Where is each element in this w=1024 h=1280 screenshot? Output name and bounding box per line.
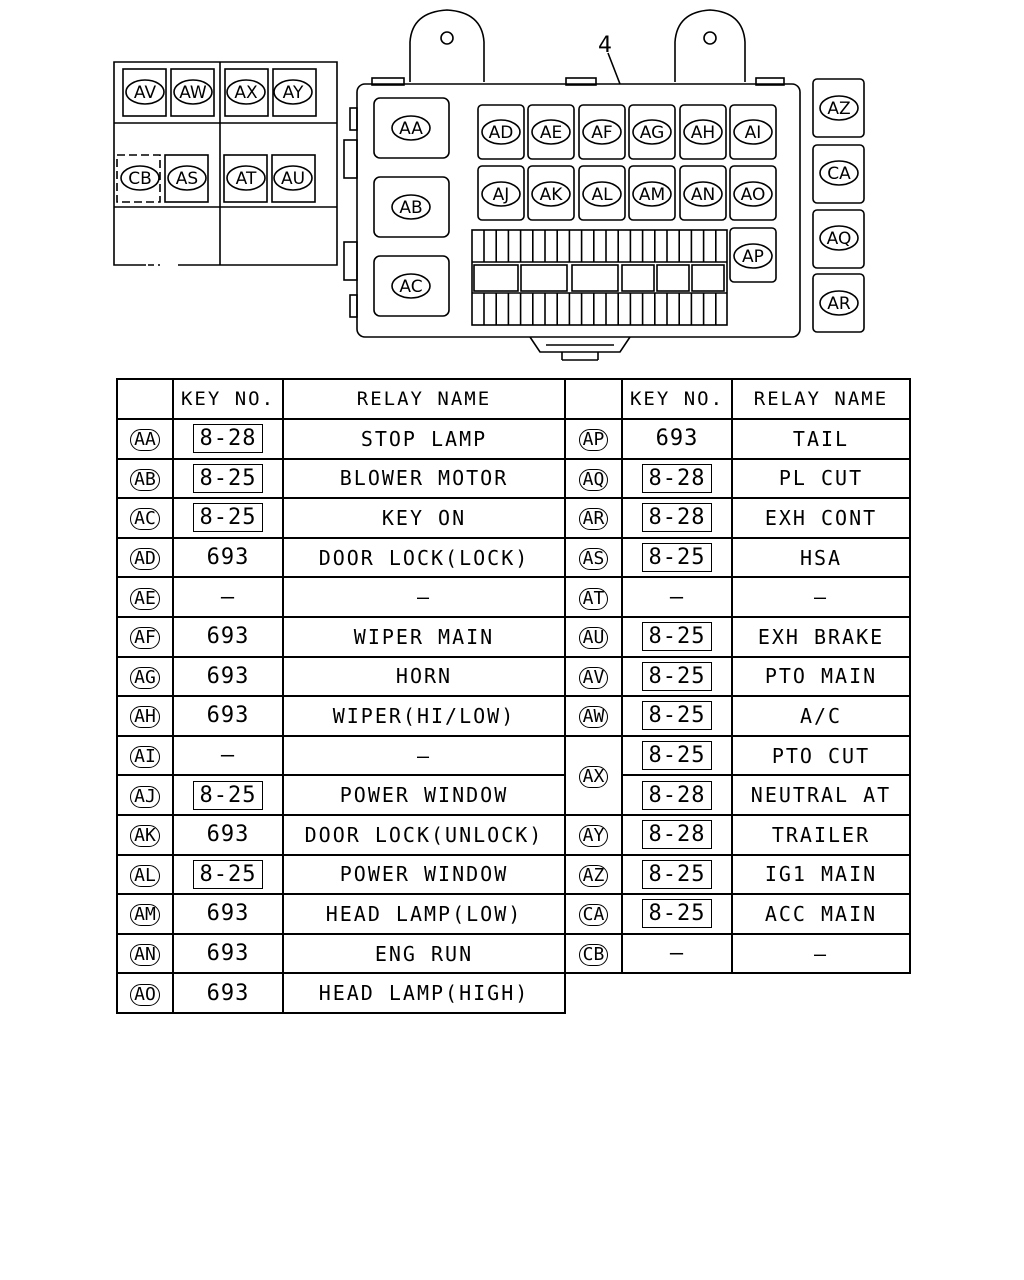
- svg-text:AT: AT: [235, 169, 257, 189]
- key-no-value: 8-25: [642, 741, 713, 770]
- key-no-value: 8-25: [193, 781, 264, 810]
- relay-label-al: [583, 182, 621, 206]
- table-row: [117, 894, 910, 934]
- relay-name-cell: HEAD LAMP(LOW): [283, 894, 565, 934]
- relay-name-cell: —: [732, 577, 910, 617]
- key-no-cell: [173, 419, 283, 459]
- relay-code-badge: AD: [130, 548, 160, 570]
- relay-code-badge: AP: [579, 429, 609, 451]
- key-no-value: 8-28: [642, 503, 713, 532]
- relay-name-cell: DOOR LOCK(UNLOCK): [283, 815, 565, 855]
- relay-label-av: [126, 80, 164, 104]
- table-header-row: [117, 379, 910, 419]
- relay-code-badge: AB: [130, 469, 160, 491]
- svg-text:AQ: AQ: [826, 229, 852, 249]
- relay-label-af: [583, 120, 621, 144]
- relay-code-badge: AO: [130, 984, 160, 1006]
- svg-text:AZ: AZ: [827, 99, 851, 119]
- relay-code-badge: AF: [130, 627, 160, 649]
- svg-text:AR: AR: [827, 294, 851, 314]
- svg-text:AF: AF: [591, 123, 613, 143]
- code-cell: [565, 577, 622, 617]
- key-no-cell: [173, 696, 283, 736]
- key-no-cell: [622, 577, 732, 617]
- key-no-value: 693: [206, 624, 250, 650]
- relay-label-aj: [482, 182, 520, 206]
- key-no-value: —: [220, 743, 236, 769]
- svg-text:AG: AG: [639, 123, 665, 143]
- relay-label-aa: [392, 116, 430, 140]
- relay-code-badge: AY: [579, 825, 609, 847]
- code-cell: [117, 815, 173, 855]
- code-cell: [565, 538, 622, 578]
- relay-name-cell: HSA: [732, 538, 910, 578]
- key-no-value: 693: [206, 545, 250, 571]
- main-relay-box: [344, 10, 800, 360]
- relay-label-az: [820, 96, 858, 120]
- relay-name-cell: —: [283, 577, 565, 617]
- relay-code-badge: AR: [579, 508, 609, 530]
- key-no-value: 8-25: [642, 662, 713, 691]
- relay-name-cell: POWER WINDOW: [283, 855, 565, 895]
- header-relay-name: RELAY NAME: [283, 379, 565, 419]
- relay-label-ac: [392, 274, 430, 298]
- relay-code-badge: AH: [130, 706, 160, 728]
- relay-label-ab: [392, 195, 430, 219]
- key-no-value: 8-25: [642, 701, 713, 730]
- relay-name-cell: —: [283, 736, 565, 776]
- code-cell: [565, 855, 622, 895]
- table-row: [117, 459, 910, 499]
- relay-name-cell: TAIL: [732, 419, 910, 459]
- relay-label-ap: [734, 244, 772, 268]
- relay-label-an: [684, 182, 722, 206]
- relay-label-ad: [482, 120, 520, 144]
- svg-text:AA: AA: [399, 119, 423, 139]
- relay-name-cell: STOP LAMP: [283, 419, 565, 459]
- key-no-cell: [622, 934, 732, 974]
- key-no-cell: [173, 617, 283, 657]
- key-no-cell: [622, 657, 732, 697]
- empty-cell: [565, 973, 910, 1013]
- relay-label-ao: [734, 182, 772, 206]
- svg-text:AP: AP: [742, 247, 764, 267]
- key-no-value: 8-28: [642, 781, 713, 810]
- key-no-value: 8-25: [642, 899, 713, 928]
- key-no-value: 8-25: [193, 503, 264, 532]
- relay-name-cell: PTO MAIN: [732, 657, 910, 697]
- relay-code-badge: CA: [579, 904, 609, 926]
- key-no-cell: [622, 419, 732, 459]
- key-no-cell: [622, 736, 732, 776]
- key-no-value: 8-28: [642, 464, 713, 493]
- key-no-cell: [622, 696, 732, 736]
- relay-code-badge: AN: [130, 944, 160, 966]
- code-cell: [117, 736, 173, 776]
- key-no-value: —: [669, 584, 685, 610]
- table-row: [117, 419, 910, 459]
- relay-name-cell: EXH CONT: [732, 498, 910, 538]
- key-no-value: 693: [206, 663, 250, 689]
- key-no-cell: [173, 855, 283, 895]
- code-cell: [565, 617, 622, 657]
- relay-code-badge: AK: [130, 825, 160, 847]
- key-no-cell: [622, 617, 732, 657]
- code-cell: [117, 538, 173, 578]
- relay-name-cell: KEY ON: [283, 498, 565, 538]
- relay-label-ay: [274, 80, 312, 104]
- svg-text:AW: AW: [179, 83, 207, 103]
- code-cell: [565, 419, 622, 459]
- relay-name-cell: BLOWER MOTOR: [283, 459, 565, 499]
- code-cell: [117, 973, 173, 1013]
- key-no-cell: [173, 736, 283, 776]
- relay-code-badge: AX: [579, 766, 609, 788]
- svg-text:AB: AB: [399, 198, 423, 218]
- svg-text:AU: AU: [280, 169, 306, 189]
- relay-name-cell: A/C: [732, 696, 910, 736]
- table-row: [117, 498, 910, 538]
- key-no-cell: [622, 815, 732, 855]
- svg-text:AH: AH: [690, 123, 716, 143]
- table-row: [117, 657, 910, 697]
- code-cell: [565, 736, 622, 815]
- relay-code-badge: AQ: [579, 469, 609, 491]
- svg-text:AY: AY: [282, 83, 304, 103]
- relay-label-ax: [227, 80, 265, 104]
- svg-text:CA: CA: [827, 164, 851, 184]
- table-row: [117, 617, 910, 657]
- header-code: [565, 379, 622, 419]
- code-cell: [565, 498, 622, 538]
- key-no-cell: [173, 459, 283, 499]
- table-row: [117, 815, 910, 855]
- callout-number: 4: [598, 33, 612, 58]
- svg-text:AM: AM: [638, 185, 666, 205]
- key-no-value: 693: [206, 703, 250, 729]
- key-no-cell: [173, 538, 283, 578]
- relay-label-au: [274, 166, 312, 190]
- code-cell: [117, 934, 173, 974]
- key-no-value: 8-25: [642, 860, 713, 889]
- relay-name-cell: DOOR LOCK(LOCK): [283, 538, 565, 578]
- key-no-cell: [173, 498, 283, 538]
- relay-name-cell: EXH BRAKE: [732, 617, 910, 657]
- relay-label-ak: [532, 182, 570, 206]
- relay-name-cell: TRAILER: [732, 815, 910, 855]
- svg-text:AV: AV: [133, 83, 157, 103]
- key-no-value: 693: [206, 901, 250, 927]
- code-cell: [565, 657, 622, 697]
- relay-label-ah: [684, 120, 722, 144]
- relay-name-cell: PL CUT: [732, 459, 910, 499]
- key-no-value: 693: [655, 426, 699, 452]
- table-row: [117, 934, 910, 974]
- relay-label-aw: [174, 80, 212, 104]
- svg-text:AK: AK: [539, 185, 563, 205]
- key-no-cell: [173, 657, 283, 697]
- table-row: [117, 973, 910, 1013]
- svg-text:AN: AN: [690, 185, 716, 205]
- svg-text:AE: AE: [539, 123, 563, 143]
- key-no-cell: [622, 498, 732, 538]
- relay-label-at: [227, 166, 265, 190]
- table-row: [117, 696, 910, 736]
- code-cell: [117, 617, 173, 657]
- relay-label-ae: [532, 120, 570, 144]
- key-no-value: 8-28: [193, 424, 264, 453]
- relay-code-badge: AL: [130, 865, 160, 887]
- key-no-cell: [173, 973, 283, 1013]
- relay-label-ag: [633, 120, 671, 144]
- relay-box-diagram: [0, 0, 1024, 372]
- key-no-value: 8-25: [193, 860, 264, 889]
- code-cell: [565, 815, 622, 855]
- table-row: [117, 736, 910, 776]
- code-cell: [117, 419, 173, 459]
- code-cell: [117, 657, 173, 697]
- code-cell: [117, 894, 173, 934]
- relay-label-ca: [820, 161, 858, 185]
- svg-text:AD: AD: [488, 123, 514, 143]
- key-no-value: 693: [206, 822, 250, 848]
- relay-name-cell: WIPER(HI/LOW): [283, 696, 565, 736]
- svg-text:AC: AC: [399, 277, 423, 297]
- relay-label-ar: [820, 291, 858, 315]
- code-cell: [117, 459, 173, 499]
- key-no-value: 8-28: [642, 820, 713, 849]
- key-no-value: 8-25: [642, 622, 713, 651]
- key-no-cell: [622, 538, 732, 578]
- key-no-cell: [622, 855, 732, 895]
- code-cell: [565, 934, 622, 974]
- key-no-value: 8-25: [642, 543, 713, 572]
- svg-text:AL: AL: [591, 185, 613, 205]
- code-cell: [565, 459, 622, 499]
- code-cell: [565, 894, 622, 934]
- relay-name-cell: ENG RUN: [283, 934, 565, 974]
- table-row: [117, 775, 910, 815]
- relay-name-cell: —: [732, 934, 910, 974]
- relay-code-badge: AJ: [130, 786, 160, 808]
- key-no-cell: [622, 894, 732, 934]
- header-key-no: KEY NO.: [622, 379, 732, 419]
- svg-text:AS: AS: [175, 169, 199, 189]
- key-no-cell: [173, 934, 283, 974]
- key-no-value: 8-25: [193, 464, 264, 493]
- relay-name-cell: NEUTRAL AT: [732, 775, 910, 815]
- key-no-cell: [622, 459, 732, 499]
- code-cell: [117, 855, 173, 895]
- key-no-value: 693: [206, 980, 250, 1006]
- table-row: [117, 538, 910, 578]
- relay-code-badge: AE: [130, 588, 160, 610]
- relay-name-cell: WIPER MAIN: [283, 617, 565, 657]
- relay-code-badge: AV: [579, 667, 609, 689]
- relay-code-badge: CB: [579, 944, 609, 966]
- code-cell: [117, 696, 173, 736]
- relay-name-cell: HEAD LAMP(HIGH): [283, 973, 565, 1013]
- key-no-value: 693: [206, 941, 250, 967]
- relay-name-cell: PTO CUT: [732, 736, 910, 776]
- relay-code-badge: AW: [579, 706, 609, 728]
- table-row: [117, 577, 910, 617]
- relay-code-badge: AM: [130, 904, 160, 926]
- relay-label-am: [633, 182, 671, 206]
- key-no-cell: [173, 775, 283, 815]
- relay-code-badge: AI: [130, 746, 160, 768]
- relay-code-badge: AA: [130, 429, 160, 451]
- svg-text:AX: AX: [234, 83, 258, 103]
- relay-name-cell: POWER WINDOW: [283, 775, 565, 815]
- header-relay-name: RELAY NAME: [732, 379, 910, 419]
- key-no-value: —: [220, 584, 236, 610]
- relay-code-badge: AU: [579, 627, 609, 649]
- svg-text:AJ: AJ: [492, 185, 510, 205]
- key-no-cell: [173, 815, 283, 855]
- key-no-value: —: [669, 941, 685, 967]
- relay-label-cb: [121, 166, 159, 190]
- svg-text:AI: AI: [744, 123, 762, 143]
- key-no-cell: [622, 775, 732, 815]
- key-no-cell: [173, 894, 283, 934]
- relay-name-cell: IG1 MAIN: [732, 855, 910, 895]
- header-key-no: KEY NO.: [173, 379, 283, 419]
- svg-text:CB: CB: [128, 169, 152, 189]
- relay-label-as: [168, 166, 206, 190]
- relay-name-cell: ACC MAIN: [732, 894, 910, 934]
- svg-text:AO: AO: [740, 185, 766, 205]
- table-row: [117, 855, 910, 895]
- relay-code-badge: AZ: [579, 865, 609, 887]
- relay-label-ai: [734, 120, 772, 144]
- relay-label-aq: [820, 226, 858, 250]
- relay-table: [116, 378, 911, 1014]
- code-cell: [117, 577, 173, 617]
- code-cell: [565, 696, 622, 736]
- relay-code-badge: AS: [579, 548, 609, 570]
- relay-code-badge: AG: [130, 667, 160, 689]
- code-cell: [117, 775, 173, 815]
- relay-code-badge: AT: [579, 588, 609, 610]
- header-code: [117, 379, 173, 419]
- code-cell: [117, 498, 173, 538]
- relay-name-cell: HORN: [283, 657, 565, 697]
- relay-code-badge: AC: [130, 508, 160, 530]
- key-no-cell: [173, 577, 283, 617]
